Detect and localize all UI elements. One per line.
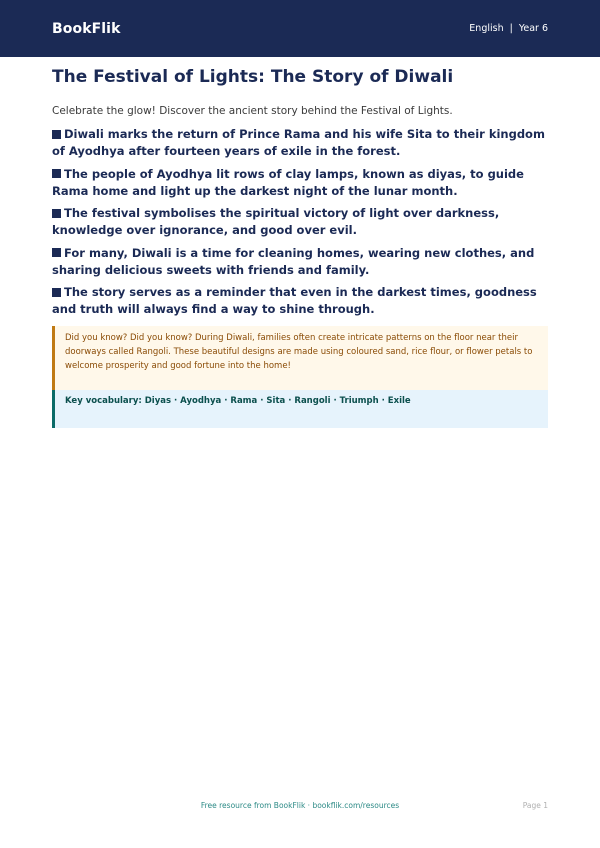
square-bullet-icon: [52, 130, 61, 139]
square-bullet-icon: [52, 288, 61, 297]
square-bullet-icon: [52, 209, 61, 218]
vocabulary-text: Key vocabulary: Diyas · Ayodhya · Rama · Sita · Rangoli · Triumph · Exile: [65, 396, 411, 406]
square-bullet-icon: [52, 248, 61, 257]
key-point-text: The people of Ayodhya lit rows of clay lamps, known as diyas, to guide Rama home and light up the darkest night of the lunar month.: [52, 166, 524, 198]
key-point: [52, 245, 548, 279]
key-point-text: The festival symbolises the spiritual victory of light over darkness, knowledge over ignorance, and good over evil.: [52, 206, 500, 237]
page-header: [0, 0, 600, 57]
page-footer: [52, 801, 548, 815]
breadcrumb-subject: English: [469, 23, 504, 34]
did-you-know-callout: [52, 326, 548, 390]
page-subtitle: Celebrate the glow! Discover the ancient story behind the Festival of Lights.: [52, 105, 453, 117]
breadcrumb-separator: |: [509, 23, 513, 34]
page-number: Page 1: [522, 801, 548, 810]
key-point-text: Diwali marks the return of Prince Rama and his wife Sita to their kingdom of Ayodhya after fourteen years of exile in the forest.: [52, 127, 545, 158]
key-point-text: For many, Diwali is a time for cleaning homes, wearing new clothes, and sharing delicious sweets with friends and family.: [52, 245, 535, 277]
key-point: [52, 126, 548, 160]
brand-logo: BookFlik: [52, 20, 121, 37]
square-bullet-icon: [52, 169, 61, 178]
page-title: The Festival of Lights: The Story of Diwali: [52, 67, 454, 87]
key-point: [52, 284, 548, 318]
key-point: [52, 205, 548, 239]
key-points-list: [52, 126, 548, 318]
breadcrumb-year: Year 6: [518, 23, 548, 34]
key-vocabulary-box: [52, 390, 548, 428]
callout-text: Did you know? Did you know? During Diwali, families often create intricate patterns on the floor near their doorways called Rangoli. These beautiful designs are made using coloured sand, rice flour, or flower petals to welcome prosperity and good fortune into the home!: [65, 333, 533, 371]
footer-credit: Free resource from BookFlik · bookflik.com/resources: [200, 801, 400, 810]
main-content: [52, 66, 548, 324]
key-point: [52, 166, 548, 200]
key-point-text: The story serves as a reminder that even in the darkest times, goodness and truth will always find a way to shine through.: [52, 285, 537, 316]
breadcrumb: [469, 23, 548, 34]
